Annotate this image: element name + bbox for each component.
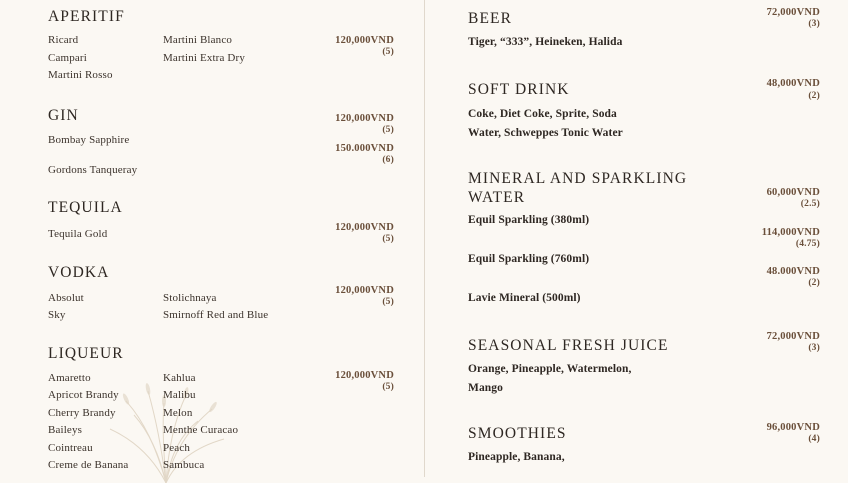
item-column-2	[163, 32, 313, 85]
list-item: Orange, Pineapple, Watermelon,	[468, 362, 632, 375]
left-column	[0, 0, 424, 477]
section-liqueur	[48, 325, 394, 475]
section-title: SMOOTHIES	[468, 424, 567, 442]
spacer	[468, 269, 718, 289]
price-units: (3)	[808, 342, 820, 353]
list-item: Malibu	[163, 389, 196, 402]
list-item: Creme de Banana	[48, 459, 129, 472]
section-title: APERITIF	[48, 8, 125, 25]
item-column-2	[163, 290, 313, 325]
price-block	[767, 186, 820, 211]
list-item: Smirnoff Red and Blue	[163, 309, 269, 321]
item-column-1	[48, 226, 163, 244]
section-title: TEQUILA	[48, 199, 123, 217]
item-column-1	[48, 370, 163, 475]
price-value: 150.000VND	[335, 142, 394, 154]
section-gin	[48, 85, 394, 179]
price-value: 120,000VND	[335, 222, 394, 234]
list-item: Amaretto	[48, 371, 91, 384]
list-item: Pineapple, Banana,	[468, 451, 565, 464]
price-units: (2)	[808, 90, 820, 101]
list-item: Cointreau	[48, 441, 93, 454]
list-item: Bombay Sapphire	[48, 134, 130, 147]
item-column-1	[48, 290, 163, 325]
price-units: (5)	[382, 125, 394, 135]
list-item: Martini Rosso	[48, 69, 113, 82]
price-block	[335, 284, 394, 309]
item-column-1	[48, 32, 163, 85]
list-item: Baileys	[48, 424, 83, 437]
price-units: (5)	[382, 381, 394, 392]
spacer	[468, 230, 718, 250]
item-list	[468, 360, 718, 398]
price-units: (5)	[382, 297, 394, 308]
list-item: Ricard	[48, 34, 79, 47]
price-value: 120,000VND	[335, 112, 394, 124]
section-title: GIN	[48, 106, 79, 124]
spacer	[48, 150, 163, 162]
list-item: Absolut	[48, 291, 84, 304]
section-aperitif	[48, 0, 394, 85]
price-units: (5)	[382, 47, 394, 58]
list-item: Apricot Brandy	[48, 389, 119, 402]
section-tequila	[48, 179, 394, 243]
price-units: (2)	[808, 277, 820, 288]
list-item: Lavie Mineral (500ml)	[468, 291, 581, 304]
list-item: Coke, Diet Coke, Sprite, Soda	[468, 107, 617, 120]
price-block	[767, 330, 820, 355]
price-block	[335, 369, 394, 394]
list-item: Tequila Gold	[48, 227, 108, 240]
list-item: Mango	[468, 381, 503, 394]
price-value: 120,000VND	[335, 35, 394, 46]
price-block	[762, 226, 820, 251]
list-item: Menthe Curacao	[163, 424, 239, 437]
section-beer	[468, 0, 820, 52]
price-value: 72,000VND	[766, 7, 820, 18]
item-list	[468, 105, 718, 143]
item-list	[468, 211, 718, 308]
price-value: 120,000VND	[335, 369, 394, 381]
price-units: (2.5)	[800, 198, 820, 209]
item-column-2	[163, 370, 313, 475]
price-units: (5)	[382, 234, 394, 245]
price-units: (4)	[808, 434, 820, 444]
section-vodka	[48, 243, 394, 324]
price-block	[767, 265, 820, 290]
list-item: Martini Extra Dry	[163, 51, 245, 64]
section-title: SEASONAL FRESH JUICE	[468, 336, 669, 354]
price-block	[767, 421, 820, 446]
list-item: Equil Sparkling (380ml)	[468, 213, 590, 226]
list-item: Sambuca	[163, 459, 205, 472]
list-item: Peach	[163, 441, 191, 454]
section-title: LIQUEUR	[48, 344, 124, 362]
list-item: Sky	[48, 309, 66, 321]
price-block	[335, 112, 394, 137]
list-item: Martini Blanco	[163, 34, 233, 47]
section-seasonal-fresh-juice	[468, 308, 820, 398]
section-smoothies	[468, 398, 820, 467]
list-item: Tiger, “333”, Heineken, Halida	[468, 36, 623, 49]
price-block	[335, 142, 394, 167]
list-item: Water, Schweppes Tonic Water	[468, 126, 623, 139]
item-column-1	[48, 132, 163, 179]
list-item: Campari	[48, 51, 87, 64]
section-title: MINERAL AND SPARKLING WATER	[468, 169, 688, 207]
item-list	[468, 448, 718, 467]
section-mineral-and-sparkling-water	[468, 143, 820, 308]
price-units: (3)	[808, 19, 820, 30]
price-value: 114,000VND	[761, 226, 820, 238]
list-item: Kahlua	[163, 371, 196, 384]
right-column	[424, 0, 848, 477]
price-value: 96,000VND	[766, 421, 820, 433]
price-value: 48.000VND	[766, 265, 820, 277]
price-block	[335, 34, 394, 59]
list-item: Stolichnaya	[163, 291, 217, 304]
section-title: BEER	[468, 10, 513, 27]
section-soft-drink	[468, 52, 820, 142]
price-units: (4.75)	[795, 238, 820, 249]
list-item: Melon	[163, 406, 193, 419]
list-item: Cherry Brandy	[48, 406, 116, 419]
price-block	[767, 77, 820, 102]
price-value: 60,000VND	[766, 186, 820, 198]
list-item: Gordons Tanqueray	[48, 163, 138, 176]
list-item: Equil Sparkling (760ml)	[468, 252, 590, 265]
price-value: 72,000VND	[766, 330, 820, 342]
price-value: 120,000VND	[335, 285, 394, 297]
section-title: VODKA	[48, 264, 110, 282]
item-list	[468, 33, 718, 52]
section-title: SOFT DRINK	[468, 81, 570, 99]
price-block	[767, 6, 820, 31]
price-value: 48,000VND	[766, 78, 820, 90]
price-units: (6)	[382, 155, 394, 165]
